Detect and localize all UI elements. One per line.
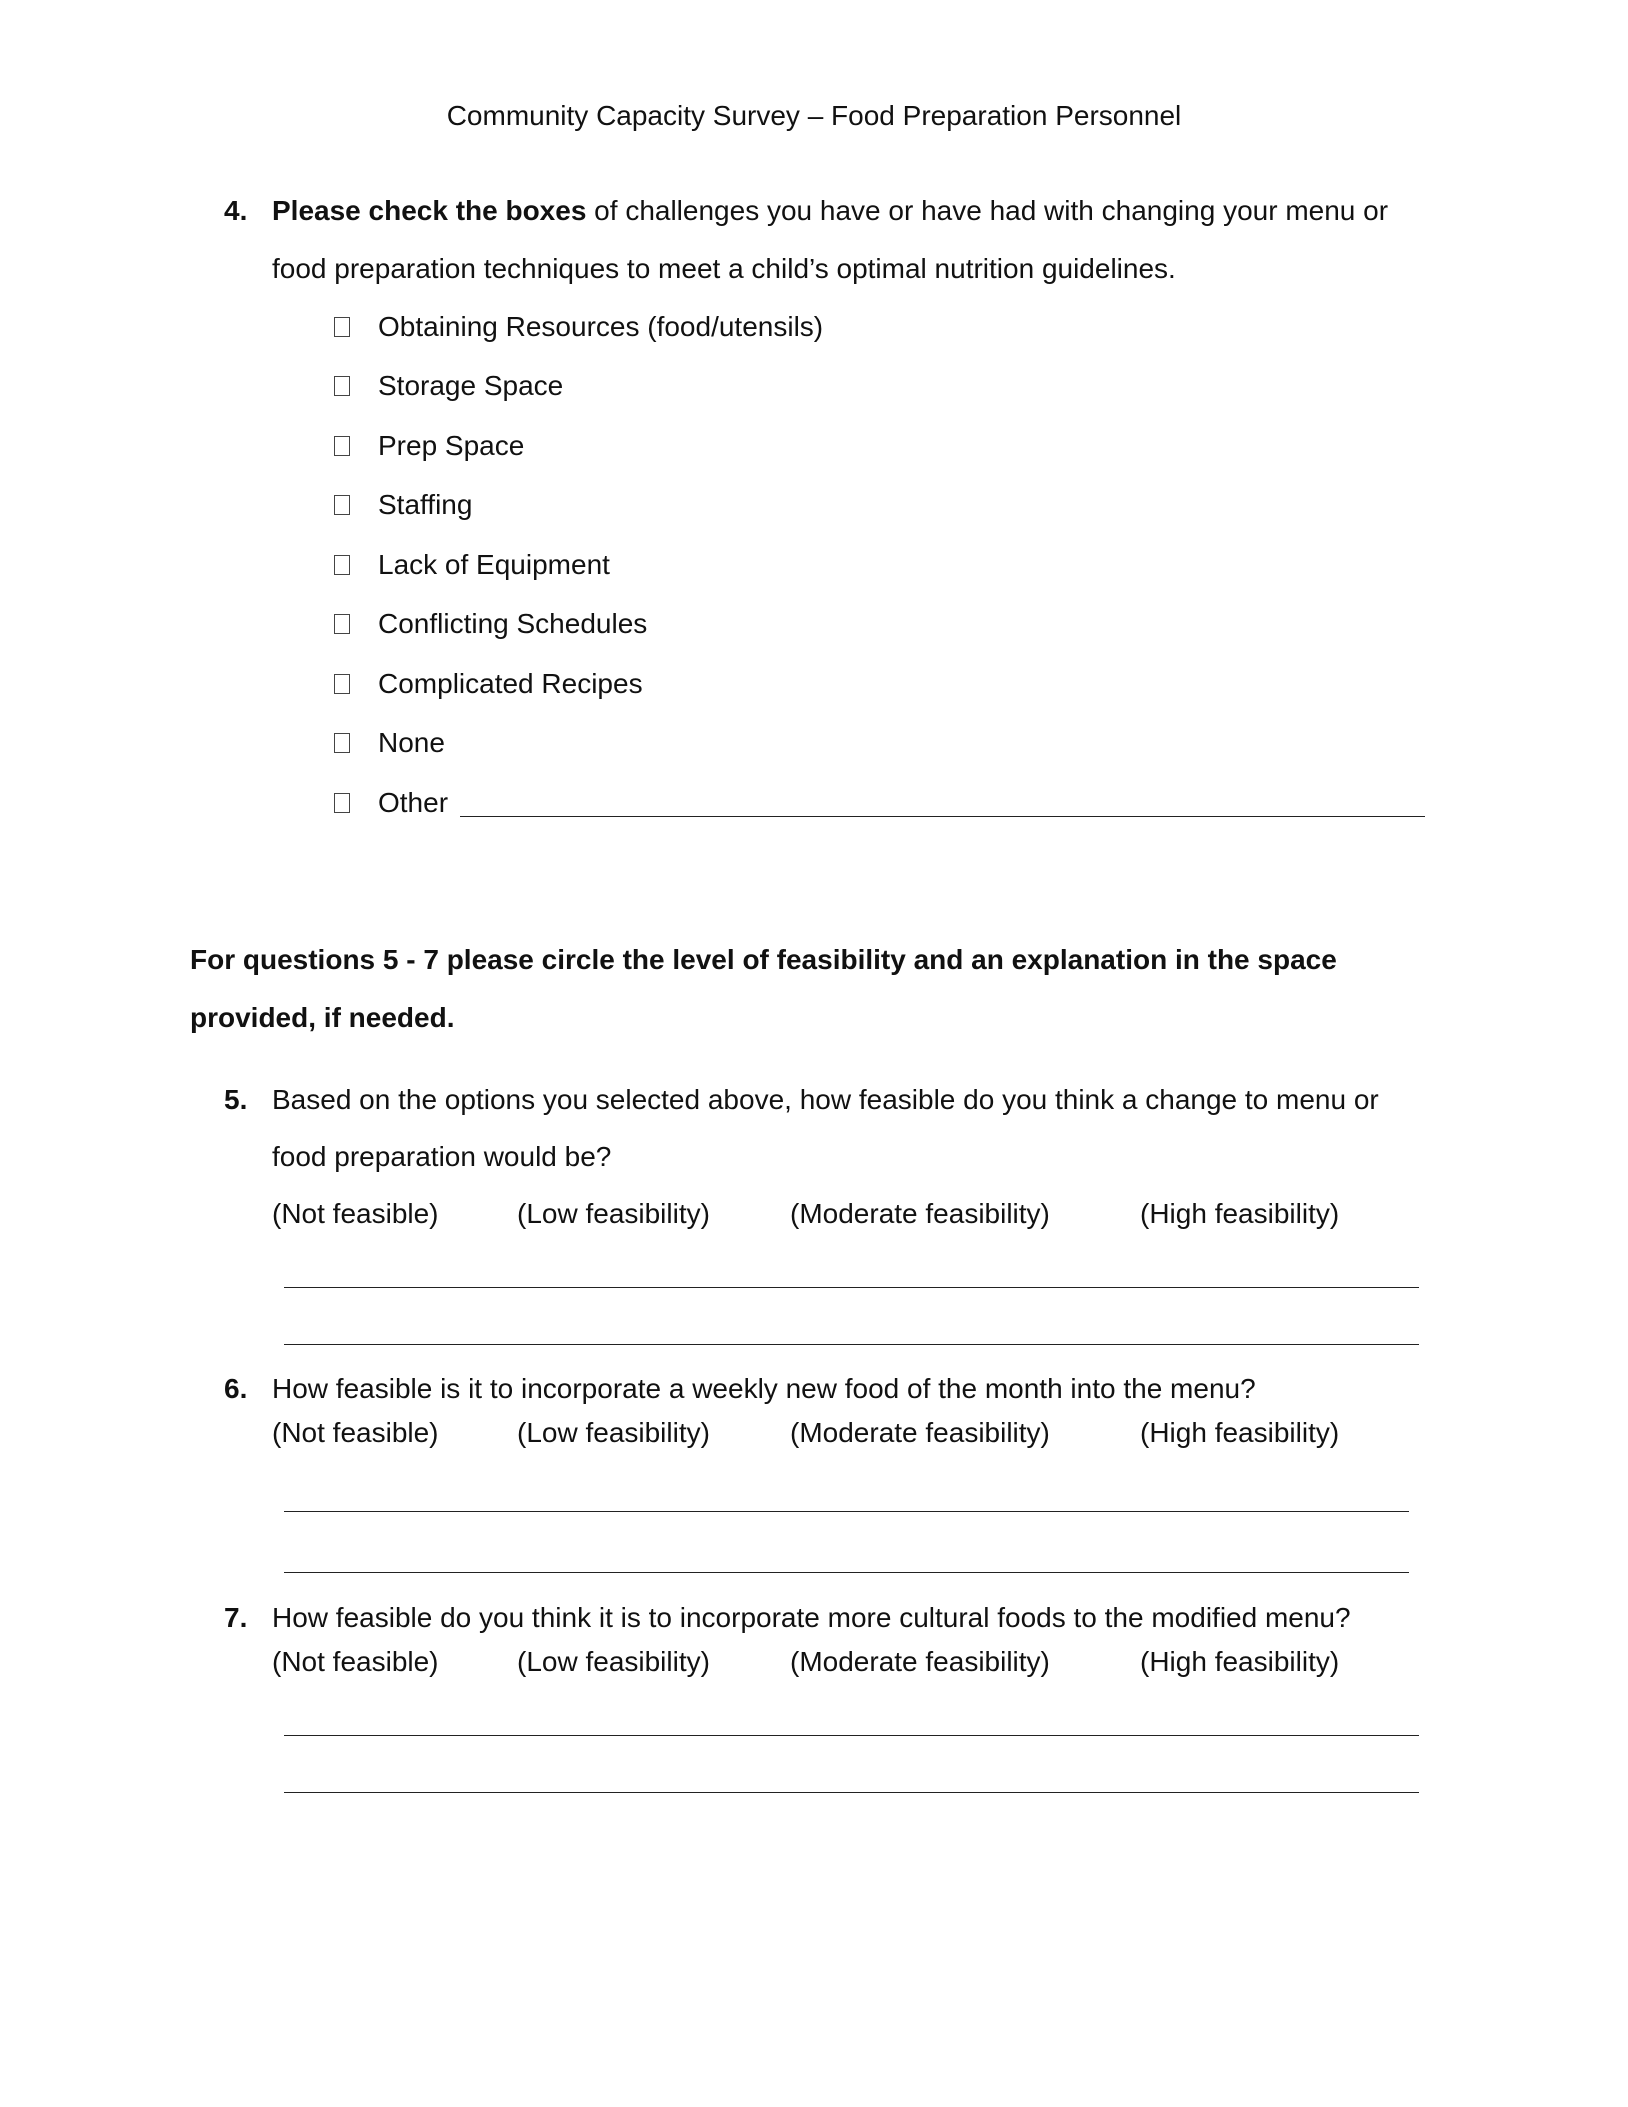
q7-answer-line-1[interactable] [284,1735,1419,1736]
q7-answer-line-2[interactable] [284,1792,1419,1793]
checkbox-option-staffing[interactable] [334,485,472,525]
checkbox-label: Other [378,787,449,818]
checkbox-label: Prep Space [378,430,525,461]
q7-option-high-feasibility[interactable]: (High feasibility) [1140,1646,1340,1677]
q6-answer-line-1[interactable] [284,1511,1409,1512]
checkbox-label: None [378,727,445,758]
checkbox-option-lack-of-equipment[interactable] [334,545,610,585]
q7-option-moderate-feasibility[interactable]: (Moderate feasibility) [790,1646,1050,1677]
checkbox-option-none[interactable] [334,723,445,763]
checkbox-label: Storage Space [378,370,564,401]
q7-text-line1: How feasible do you think it is to incorporate more cultural foods to the modified menu? [272,1602,1351,1633]
q5-option-low-feasibility[interactable]: (Low feasibility) [517,1198,710,1229]
q7-number: 7. [224,1602,248,1633]
checkbox-icon[interactable] [334,555,350,575]
checkbox-option-conflicting-schedules[interactable] [334,604,647,644]
q5-option-high-feasibility[interactable]: (High feasibility) [1140,1198,1340,1229]
checkbox-option-other[interactable] [334,783,448,823]
q5-option-not-feasible[interactable]: (Not feasible) [272,1198,439,1229]
q4-number: 4. [224,195,248,226]
checkbox-option-prep-space[interactable] [334,426,524,466]
q6-number: 6. [224,1373,248,1404]
other-answer-line[interactable] [460,816,1425,817]
checkbox-label: Lack of Equipment [378,549,610,580]
checkbox-option-complicated-recipes[interactable] [334,664,643,704]
checkbox-icon[interactable] [334,614,350,634]
q6-option-high-feasibility[interactable]: (High feasibility) [1140,1417,1340,1448]
q5-option-moderate-feasibility[interactable]: (Moderate feasibility) [790,1198,1050,1229]
checkbox-option-storage-space[interactable] [334,366,563,406]
q6-text-line1: How feasible is it to incorporate a weekly new food of the month into the menu? [272,1373,1256,1404]
checkbox-icon[interactable] [334,317,350,337]
q6-answer-line-2[interactable] [284,1572,1409,1573]
checkbox-icon[interactable] [334,436,350,456]
q7-option-low-feasibility[interactable]: (Low feasibility) [517,1646,710,1677]
q5-answer-line-1[interactable] [284,1287,1419,1288]
instructions-line1: For questions 5 - 7 please circle the level of feasibility and an explanation in the space [190,944,1337,975]
q4-text-line2: food preparation techniques to meet a child’s optimal nutrition guidelines. [272,253,1176,284]
q5-number: 5. [224,1084,248,1115]
checkbox-label: Complicated Recipes [378,668,643,699]
checkbox-label: Obtaining Resources (food/utensils) [378,311,824,342]
q4-text-line1 [272,195,1388,227]
checkbox-icon[interactable] [334,674,350,694]
q4-text-rest: of challenges you have or have had with changing your menu or [586,195,1389,226]
q6-option-low-feasibility[interactable]: (Low feasibility) [517,1417,710,1448]
q5-answer-line-2[interactable] [284,1344,1419,1345]
page-header-title: Community Capacity Survey – Food Preparation Personnel [446,100,1182,131]
q5-text-line1: Based on the options you selected above, how feasible do you think a change to menu or [272,1084,1379,1115]
q6-option-moderate-feasibility[interactable]: (Moderate feasibility) [790,1417,1050,1448]
checkbox-label: Staffing [378,489,473,520]
q7-option-not-feasible[interactable]: (Not feasible) [272,1646,439,1677]
checkbox-icon[interactable] [334,733,350,753]
instructions-line2: provided, if needed. [190,1002,455,1033]
checkbox-option-obtaining-resources[interactable] [334,307,823,347]
checkbox-icon[interactable] [334,793,350,813]
q5-text-line2: food preparation would be? [272,1141,612,1172]
checkbox-label: Conflicting Schedules [378,608,648,639]
q4-bold-lead: Please check the boxes [272,195,587,226]
q6-option-not-feasible[interactable]: (Not feasible) [272,1417,439,1448]
checkbox-icon[interactable] [334,376,350,396]
checkbox-icon[interactable] [334,495,350,515]
